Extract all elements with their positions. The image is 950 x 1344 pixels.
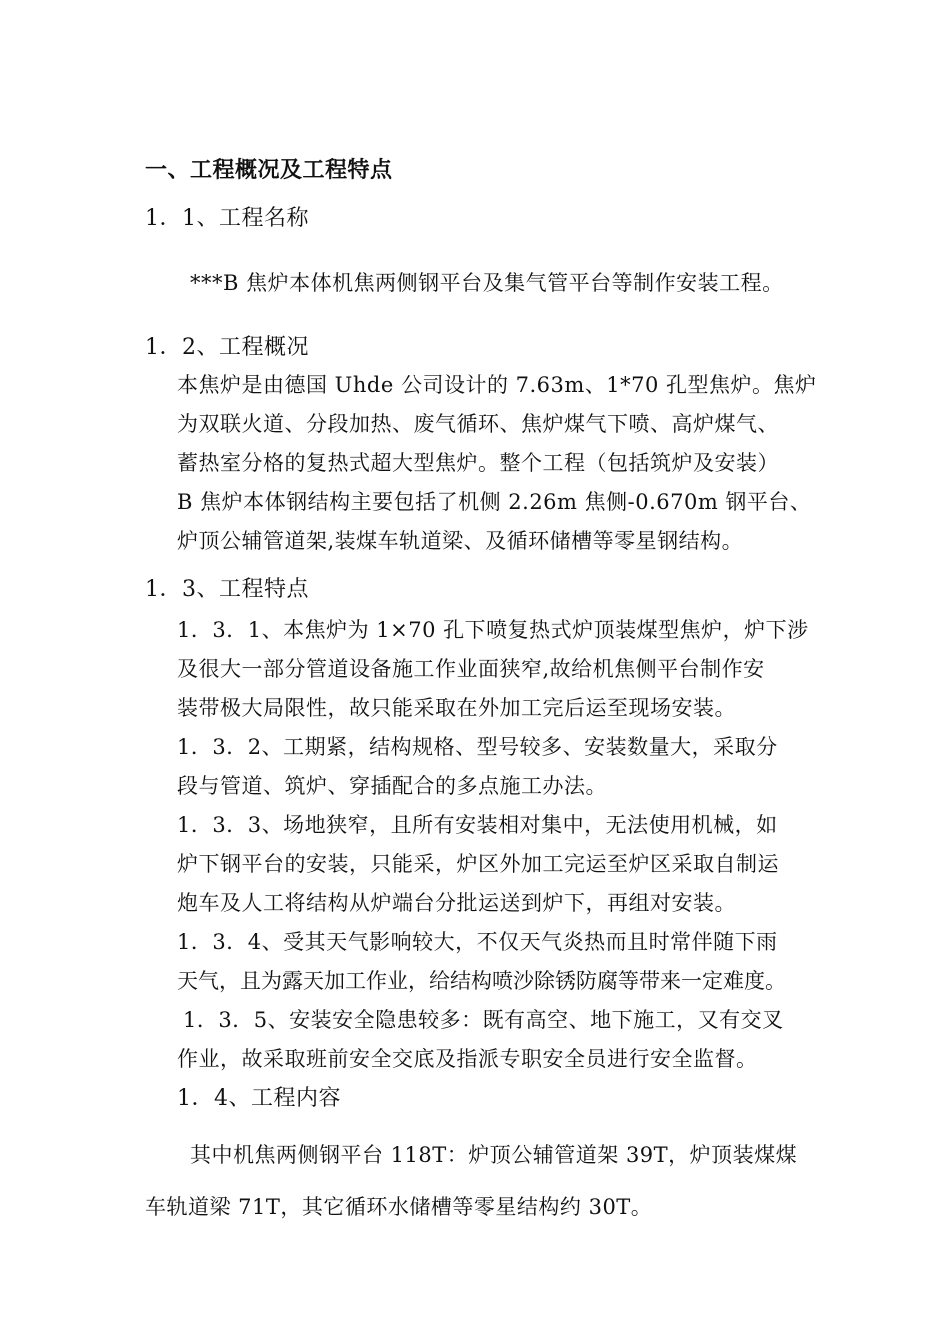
overview-line: 蓄热室分格的复热式超大型焦炉。整个工程（包括筑炉及安装） (177, 451, 779, 475)
project-name-text: ***B 焦炉本体机焦两侧钢平台及集气管平台等制作安装工程。 (190, 271, 784, 295)
feature-line: 炉下钢平台的安装，只能采，炉区外加工完运至炉区采取自制运 (177, 852, 779, 876)
feature-line: 及很大一部分管道设备施工作业面狭窄,故给机焦侧平台制作安 (177, 657, 765, 681)
feature-line: 装带极大局限性，故只能采取在外加工完后运至现场安装。 (177, 696, 736, 720)
feature-line: 段与管道、筑炉、穿插配合的多点施工办法。 (177, 774, 607, 798)
feature-line: 天气，且为露天加工作业，给结构喷沙除锈防腐等带来一定难度。 (177, 969, 786, 993)
content-line: 车轨道梁 71T，其它循环水储槽等零星结构约 30T。 (145, 1195, 653, 1219)
heading-project-overview: 1．2、工程概况 (145, 335, 309, 360)
heading-project-name: 1．1、工程名称 (145, 206, 309, 231)
feature-line: 1．3．1、本焦炉为 1×70 孔下喷复热式炉顶装煤型焦炉，炉下涉 (177, 618, 809, 642)
overview-line: B 焦炉本体钢结构主要包括了机侧 2.26m 焦侧-0.670m 钢平台、 (177, 490, 812, 514)
feature-line: 炮车及人工将结构从炉端台分批运送到炉下，再组对安装。 (177, 891, 736, 915)
overview-line: 本焦炉是由德国 Uhde 公司设计的 7.63m、1*70 孔型焦炉。焦炉 (177, 373, 817, 397)
content-line: 其中机焦两侧钢平台 118T：炉顶公辅管道架 39T，炉顶装煤煤 (190, 1143, 798, 1167)
feature-line: 1．3．3、场地狭窄，且所有安装相对集中，无法使用机械，如 (177, 813, 778, 837)
section-title: 一、工程概况及工程特点 (145, 157, 393, 183)
heading-project-features: 1．3、工程特点 (145, 577, 309, 602)
feature-line: 1．3．4、受其天气影响较大，不仅天气炎热而且时常伴随下雨 (177, 930, 778, 954)
overview-line: 为双联火道、分段加热、废气循环、焦炉煤气下喷、高炉煤气、 (177, 412, 779, 436)
feature-line: 1．3．5、安装安全隐患较多：既有高空、地下施工，又有交叉 (183, 1008, 784, 1032)
feature-line: 1．3．2、工期紧，结构规格、型号较多、安装数量大，采取分 (177, 735, 778, 759)
overview-line: 炉顶公辅管道架,装煤车轨道梁、及循环储槽等零星钢结构。 (177, 529, 744, 553)
feature-line: 作业，故采取班前安全交底及指派专职安全员进行安全监督。 (177, 1047, 758, 1071)
heading-project-content: 1．4、工程内容 (177, 1086, 341, 1111)
